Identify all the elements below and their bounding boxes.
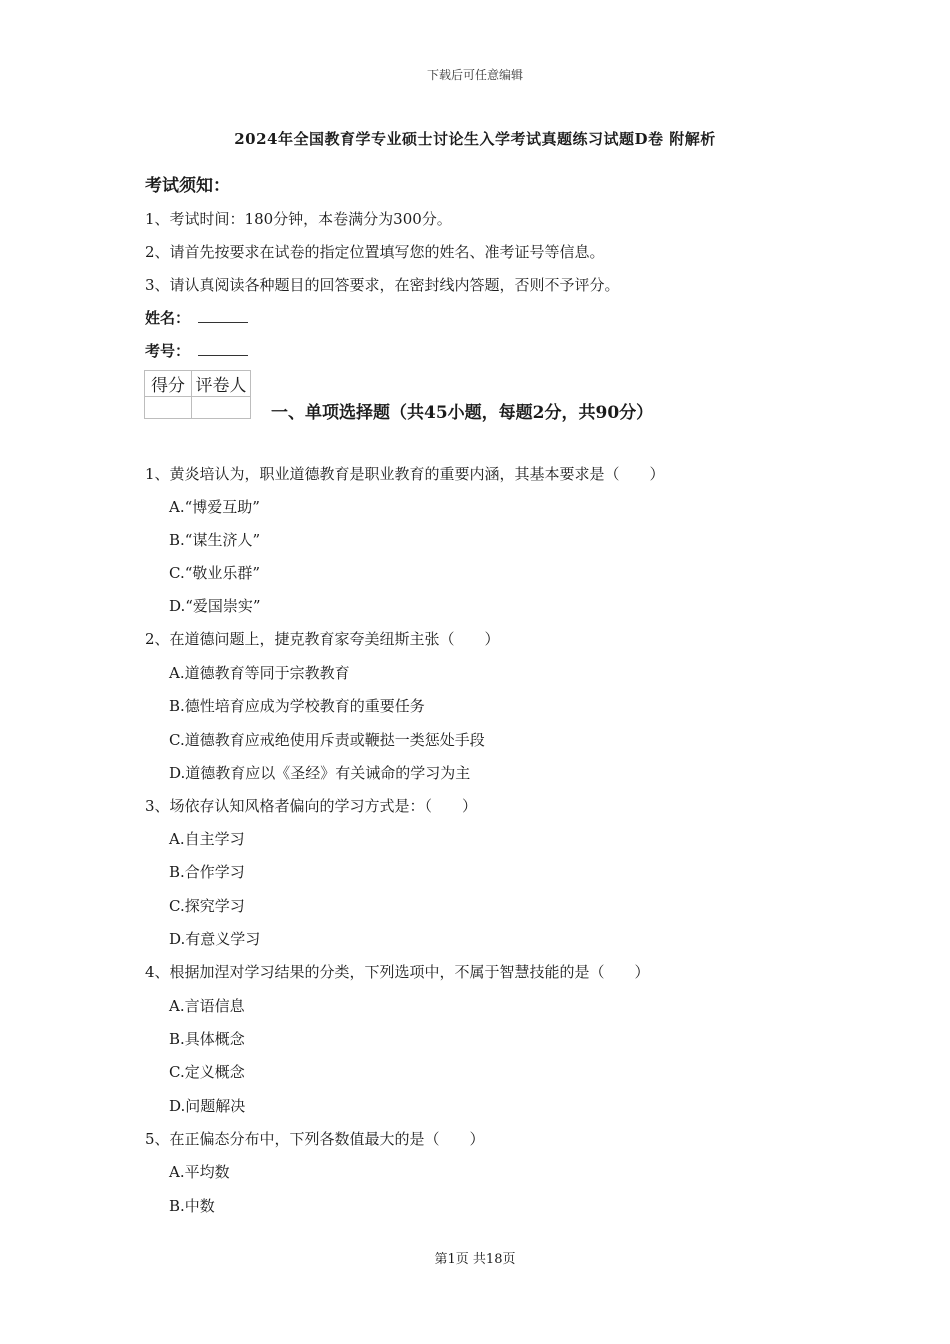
- question-3-option-b: B.合作学习: [169, 863, 245, 881]
- question-1-option-c: C.“敬业乐群”: [169, 564, 261, 582]
- question-2-option-d: D.道德教育应以《圣经》有关诫命的学习为主: [169, 764, 471, 782]
- section-title: 一、单项选择题（共45小题，每题2分，共90分）: [271, 403, 654, 423]
- question-4-option-b: B.具体概念: [169, 1030, 245, 1048]
- name-field: [145, 307, 248, 328]
- exam-number-blank: [198, 341, 248, 356]
- exam-number-field: [145, 340, 248, 361]
- question-3-option-d: D.有意义学习: [169, 930, 261, 948]
- notice-rule-3: 3、请认真阅读各种题目的回答要求，在密封线内答题，否则不予评分。: [145, 276, 620, 294]
- notice-rule-2: 2、请首先按要求在试卷的指定位置填写您的姓名、准考证号等信息。: [145, 243, 605, 261]
- question-5-option-b: B.中数: [169, 1197, 215, 1215]
- question-1-option-d: D.“爱国崇实”: [169, 597, 261, 615]
- question-3-stem: 3、场依存认知风格者偏向的学习方式是：（ ）: [145, 797, 478, 815]
- question-4-stem: 4、根据加涅对学习结果的分类，下列选项中，不属于智慧技能的是（ ）: [145, 963, 650, 981]
- question-2-option-a: A.道德教育等同于宗教教育: [169, 664, 350, 682]
- notice-heading: 考试须知：: [145, 176, 230, 196]
- question-1-option-b: B.“谋生济人”: [169, 531, 261, 549]
- score-cell: [145, 397, 192, 419]
- question-1-option-a: A.“博爱互助”: [169, 498, 260, 516]
- question-2-option-c: C.道德教育应戒绝使用斥责或鞭挞一类惩处手段: [169, 731, 485, 749]
- document-title: 2024年全国教育学专业硕士讨论生入学考试真题练习试题D卷 附解析: [234, 130, 716, 148]
- grader-header: 评卷人: [192, 371, 251, 397]
- question-4-option-a: A.言语信息: [169, 997, 245, 1015]
- page-footer: 第1页 共18页: [434, 1252, 516, 1267]
- question-4-option-c: C.定义概念: [169, 1063, 245, 1081]
- question-5-option-a: A.平均数: [169, 1163, 230, 1181]
- score-header: 得分: [145, 371, 192, 397]
- question-2-stem: 2、在道德问题上，捷克教育家夸美纽斯主张（ ）: [145, 630, 500, 648]
- question-4-option-d: D.问题解决: [169, 1097, 246, 1115]
- name-blank: [198, 308, 248, 323]
- question-3-option-c: C.探究学习: [169, 897, 245, 915]
- name-label: 姓名：: [145, 309, 191, 327]
- question-5-stem: 5、在正偏态分布中，下列各数值最大的是（ ）: [145, 1130, 485, 1148]
- question-2-option-b: B.德性培育应成为学校教育的重要任务: [169, 697, 425, 715]
- notice-rule-1: 1、考试时间：180分钟，本卷满分为300分。: [145, 210, 452, 228]
- question-3-option-a: A.自主学习: [169, 830, 245, 848]
- grader-cell: [192, 397, 251, 419]
- header-note: 下载后可任意编辑: [426, 68, 523, 82]
- score-table: [144, 370, 251, 419]
- exam-number-label: 考号：: [145, 342, 191, 360]
- question-1-stem: 1、黄炎培认为，职业道德教育是职业教育的重要内涵，其基本要求是（ ）: [145, 465, 665, 483]
